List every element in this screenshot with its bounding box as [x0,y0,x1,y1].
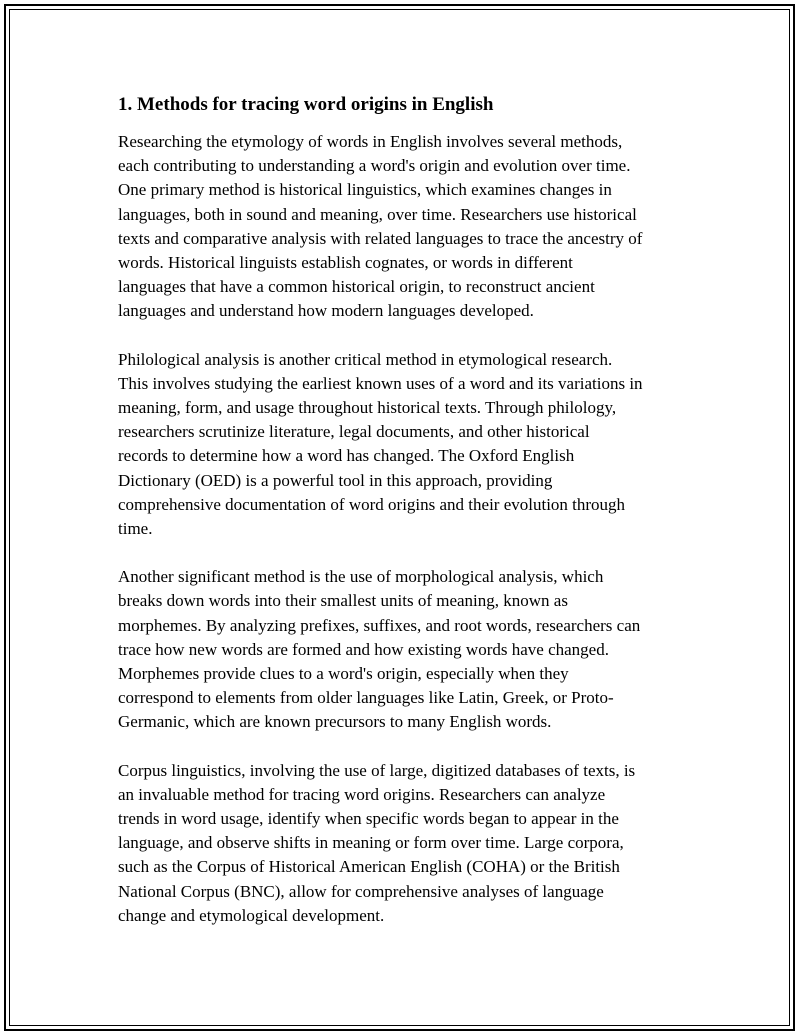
section-heading: 1. Methods for tracing word origins in English [118,94,494,115]
document-content [118,92,692,952]
paragraph-historical-linguistics: Researching the etymology of words in English involves several methods, each contributing to understanding a word's origin and evolution over time. One primary method is historical linguistics, which examines changes in languages, both in sound and meaning, over time. Researchers use historical texts and comparative analysis with related languages to trace the ancestry of words. Historical linguists establish cognates, or words in different languages that have a common historical origin, to reconstruct ancient languages and understand how modern languages developed. [118,132,643,321]
paragraph-corpus-linguistics: Corpus linguistics, involving the use of large, digitized databases of texts, is an invaluable method for tracing word origins. Researchers can analyze trends in word usage, identify when specific words began to appear in the language, and observe shifts in meaning or form over time. Large corpora, such as the Corpus of Historical American English (COHA) or the British National Corpus (BNC), allow for comprehensive analyses of language change and etymological development. [118,760,636,925]
paragraph-philological-analysis: Philological analysis is another critical method in etymological research. This involves studying the earliest known uses of a word and its variations in meaning, form, and usage throughout historical texts. Through philology, researchers scrutinize literature, legal documents, and other historical records to determine how a word has changed. The Oxford English Dictionary (OED) is a powerful tool in this approach, providing comprehensive documentation of word origins and their evolution through time. [118,349,643,539]
paragraph-morphological-analysis: Another significant method is the use of morphological analysis, which breaks down words into their smallest units of meaning, known as morphemes. By analyzing prefixes, suffixes, and root words, researchers can trace how new words are formed and how existing words have changed. Morphemes provide clues to a word's origin, especially when they correspond to elements from older languages like Latin, Greek, or Proto- Germanic, which are known precursors to many English words. [118,567,641,732]
